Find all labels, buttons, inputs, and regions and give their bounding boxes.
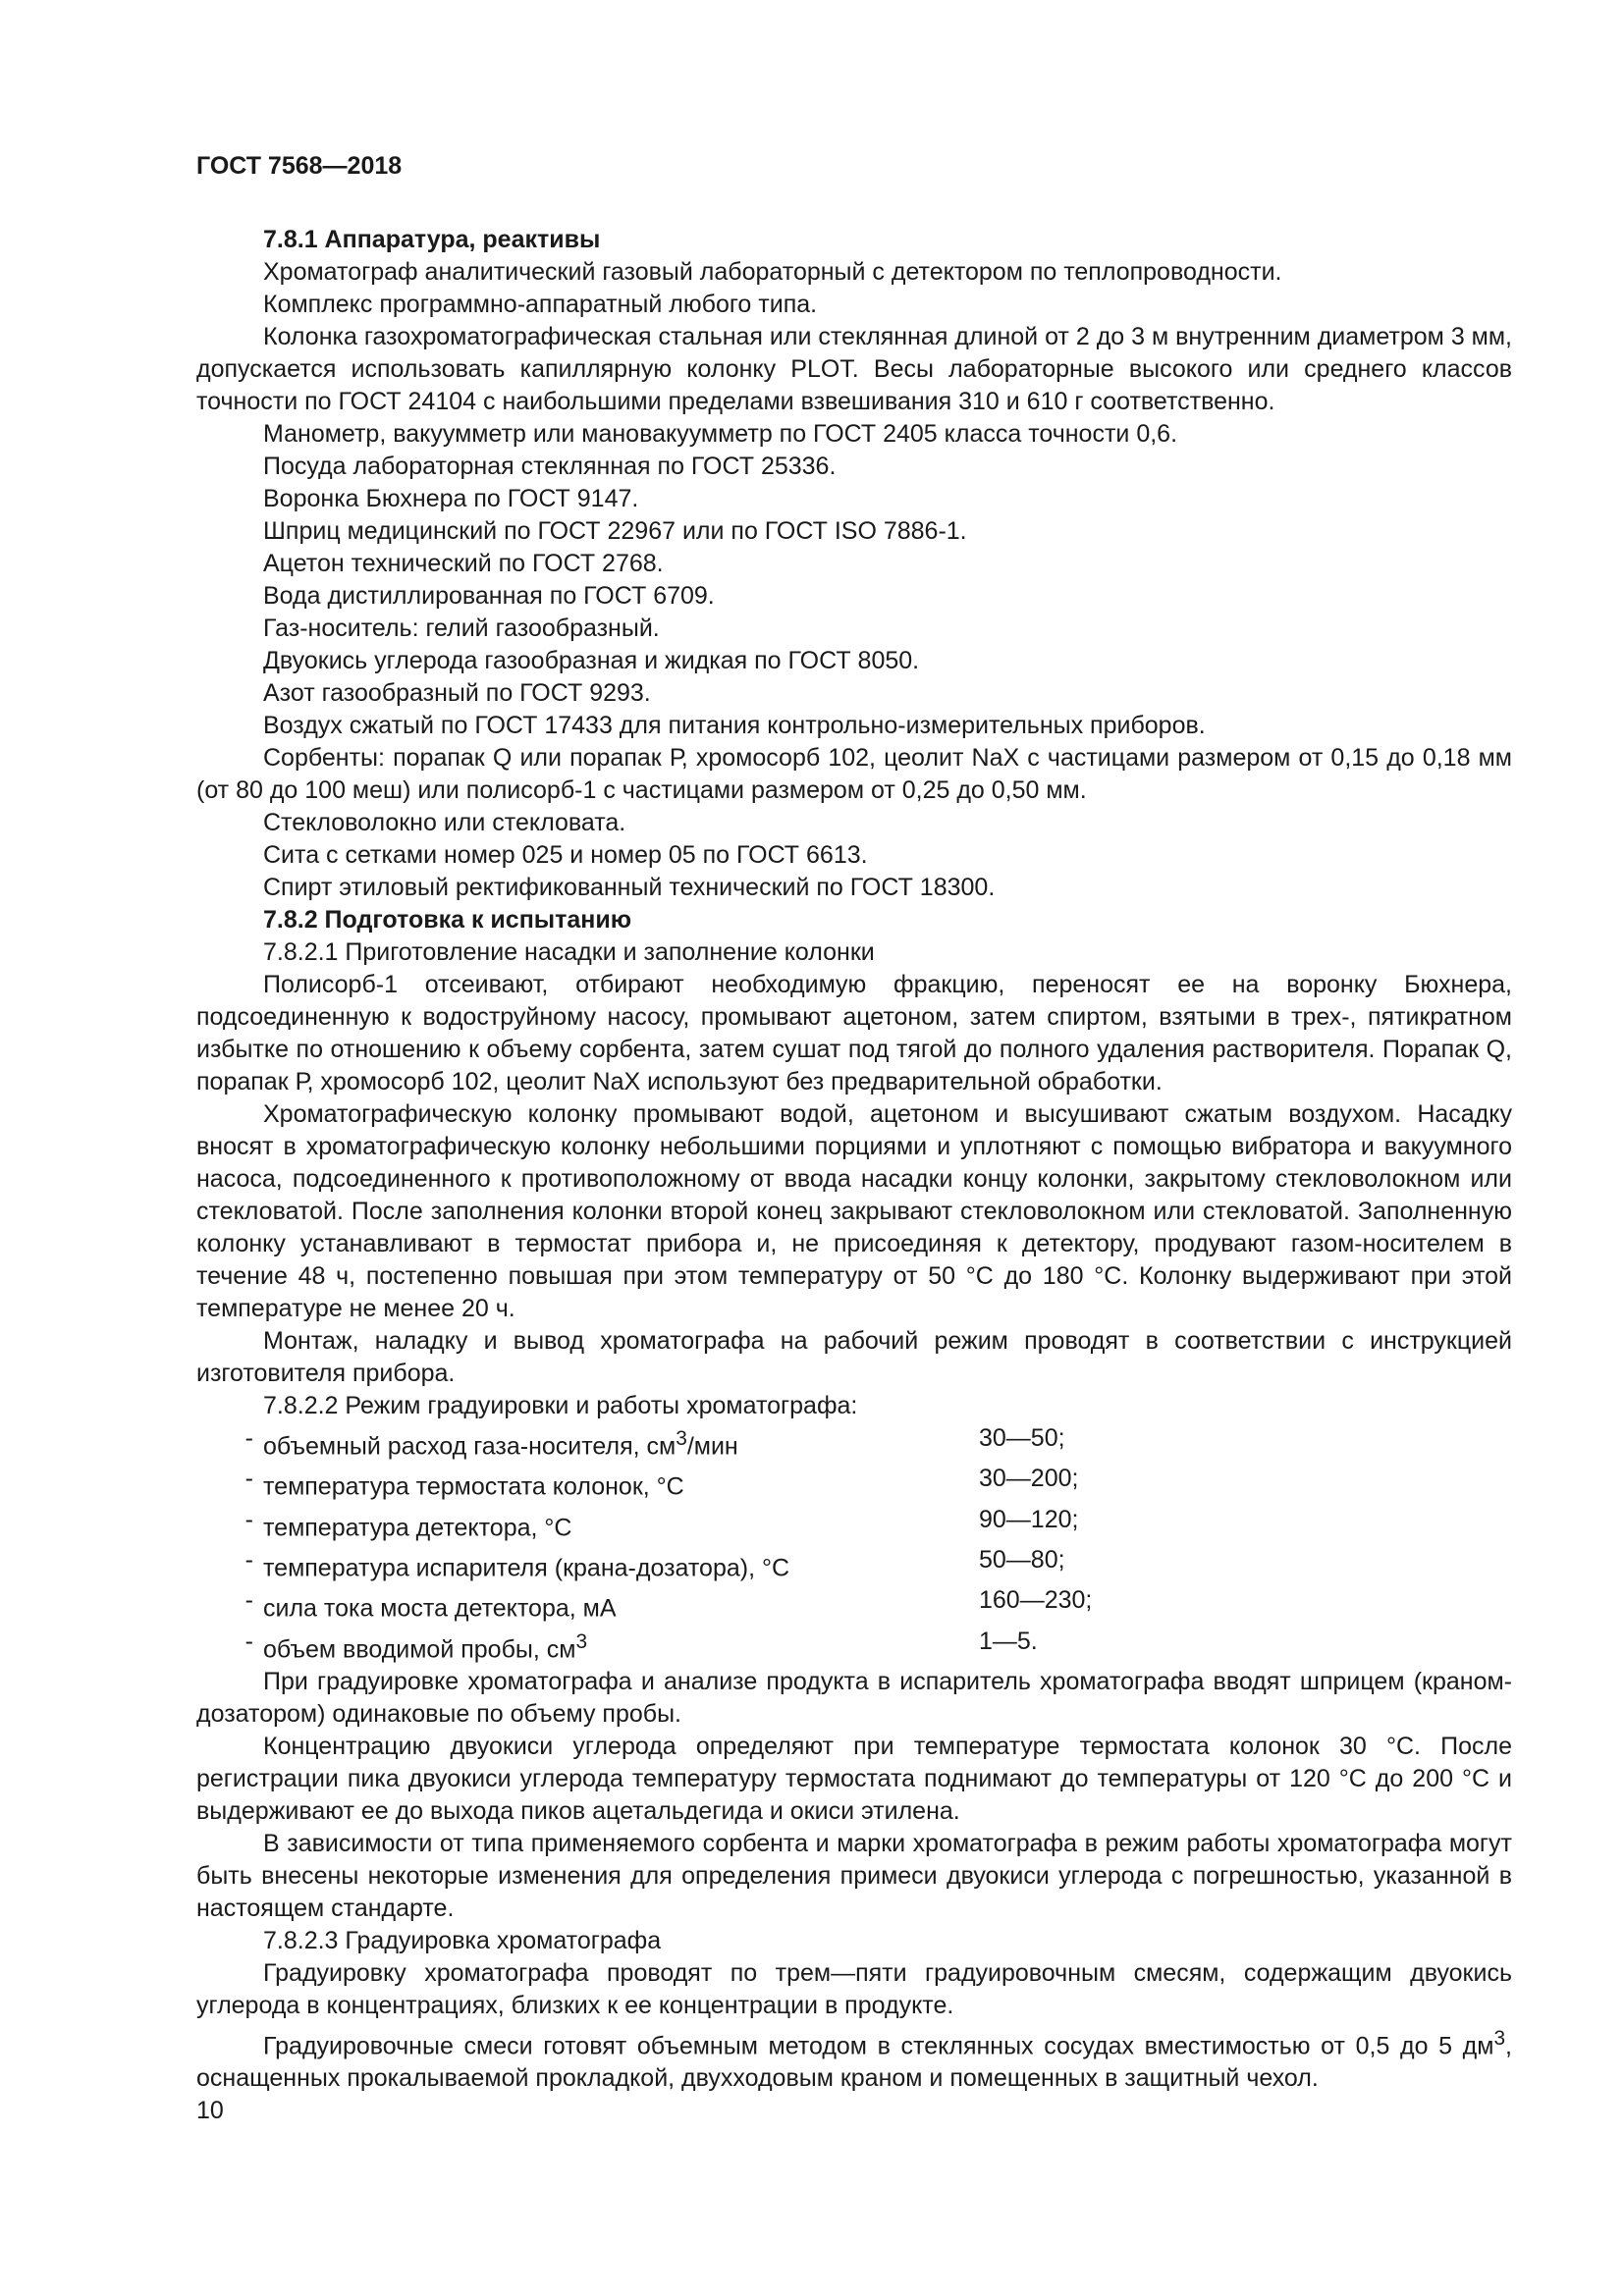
paragraph: Полисорб-1 отсеивают, отбирают необходимую фракцию, переносят ее на воронку Бюхнера, подсоединенную к водоструйному насосу, промывают ацетоном, затем спиртом, взятыми в трех-, пятикратном избытке по отношению к объему сорбента, затем сушат под тягой до полного удаления растворителя. Порапак Q, порапак Р, хромосорб 102, цеолит NaX используют без предварительной обработки. — [196, 971, 1512, 1095]
parameter-item — [196, 1422, 1512, 1463]
paragraph: Манометр, вакуумметр или мановакуумметр по ГОСТ 2405 класса точности 0,6. — [263, 420, 1178, 448]
paragraph: Хроматограф аналитический газовый лабораторный с детектором по теплопроводности. — [263, 258, 1282, 286]
list-dash: - — [244, 1505, 253, 1533]
list-dash: - — [244, 1627, 253, 1655]
parameter-item — [196, 1544, 1512, 1584]
parameter-name: сила тока моста детектора, мА — [263, 1594, 617, 1623]
paragraph: Воронка Бюхнера по ГОСТ 9147. — [263, 485, 639, 512]
document-body — [196, 224, 1512, 2095]
paragraph: Спирт этиловый ректификованный технический по ГОСТ 18300. — [263, 874, 996, 901]
parameter-value: 30—50; — [979, 1424, 1065, 1452]
list-dash: - — [244, 1424, 253, 1452]
page-number: 10 — [196, 2097, 224, 2124]
paragraph: Газ-носитель: гелий газообразный. — [263, 614, 660, 642]
parameter-list — [196, 1422, 1512, 1666]
subsection-title-7-8-2-3: 7.8.2.3 Градуировка хроматографа — [263, 1926, 662, 1954]
parameter-name: температура испарителя (крана-дозатора), °С — [263, 1554, 790, 1582]
paragraph: Вода дистиллированная по ГОСТ 6709. — [263, 582, 715, 610]
paragraph: Воздух сжатый по ГОСТ 17433 для питания контрольно-измерительных приборов. — [263, 712, 1206, 739]
paragraph: Азот газообразный по ГОСТ 9293. — [263, 679, 651, 707]
parameter-item — [196, 1626, 1512, 1666]
parameter-name: температура термостата колонок, °С — [263, 1472, 684, 1501]
parameter-name: температура детектора, °С — [263, 1513, 572, 1541]
paragraph: Двуокись углерода газообразная и жидкая по ГОСТ 8050. — [263, 647, 920, 674]
parameter-value: 30—200; — [979, 1465, 1079, 1493]
paragraph: Градуировочные смеси готовят объемным методом в стеклянных сосудах вместимостью от 0,5 до 5 $дм^3$, оснащенных прокалываемой прокладкой, двухходовым краном и помещенных в защитный чехол. — [196, 2026, 1512, 2093]
parameter-value: 50—80; — [979, 1545, 1065, 1574]
paragraph: Сита с сетками номер 025 и номер 05 по ГОСТ 6613. — [263, 841, 868, 869]
paragraph: Колонка газохроматографическая стальная или стеклянная длиной от 2 до 3 м внутренним диаметром 3 мм, допускается использовать капиллярную колонку PLOT. Весы лабораторные высокого или среднего классов точности по ГОСТ 24104 с наибольшими пределами взвешивания 310 и 610 г соответственно. — [196, 323, 1512, 415]
parameter-item — [196, 1584, 1512, 1625]
paragraph: Концентрацию двуокиси углерода определяют при температуре термостата колонок 30 °С. После регистрации пика двуокиси углерода температуру термостата поднимают до температуры от 120 °С до 200 °С и выдерживают ее до выхода пиков ацетальдегида и окиси этилена. — [196, 1732, 1512, 1825]
document-header: ГОСТ 7568—2018 — [196, 152, 403, 180]
parameter-item — [196, 1463, 1512, 1503]
paragraph: Градуировку хроматографа проводят по трем—пяти градуировочным смесям, содержащим двуокись углерода в концентрациях, близких к ее концентрации в продукте. — [196, 1958, 1512, 2019]
parameter-item — [196, 1504, 1512, 1544]
parameter-value: 1—5. — [979, 1627, 1038, 1655]
subsection-title-7-8-2-2: 7.8.2.2 Режим градуировки и работы хроматографа: — [263, 1392, 858, 1419]
parameter-value: 160—230; — [979, 1586, 1093, 1615]
paragraph: В зависимости от типа применяемого сорбента и марки хроматографа в режим работы хроматографа могут быть внесены некоторые изменения для определения примеси двуокиси углерода с погрешностью, указанной в настоящем стандарте. — [196, 1829, 1512, 1922]
paragraph: Хроматографическую колонку промывают водой, ацетоном и высушивают сжатым воздухом. Насадку вносят в хроматографическую колонку небольшими порциями и уплотняют с помощью вибратора и вакуумного насоса, подсоединенного к противоположному от ввода насадки концу колонки, закрытому стекловолокном или стекловатой. После заполнения колонки второй конец закрывают стекловолокном или стекловатой. Заполненную колонку устанавливают в термостат прибора и, не присоединяя к детектору, продувают газом-носителем в течение 48 ч, постепенно повышая при этом температуру от 50 °С до 180 °С. Колонку выдерживают при этой температуре не менее 20 ч. — [196, 1100, 1512, 1322]
paragraph: Шприц медицинский по ГОСТ 22967 или по ГОСТ ISO 7886-1. — [263, 517, 967, 545]
section-title-7-8-2: 7.8.2 Подготовка к испытанию — [263, 906, 632, 934]
paragraph: Посуда лабораторная стеклянная по ГОСТ 25336. — [263, 453, 837, 480]
parameter-value: 90—120; — [979, 1505, 1079, 1533]
paragraph: Комплекс программно-аппаратный любого типа. — [263, 291, 818, 318]
parameter-name: объем вводимой пробы, $см^3$ — [263, 1629, 588, 1663]
paragraph: Ацетон технический по ГОСТ 2768. — [263, 550, 664, 577]
section-title-7-8-1: 7.8.1 Аппаратура, реактивы — [263, 226, 601, 253]
paragraph: Стекловолокно или стекловата. — [263, 809, 626, 836]
subsection-title-7-8-2-1: 7.8.2.1 Приготовление насадки и заполнение колонки — [263, 938, 875, 966]
paragraph: При градуировке хроматографа и анализе продукта в испаритель хроматографа вводят шприцем (краном-дозатором) одинаковые по объему пробы. — [196, 1667, 1512, 1728]
list-dash: - — [244, 1465, 253, 1493]
list-dash: - — [244, 1545, 253, 1574]
paragraph: Монтаж, наладку и вывод хроматографа на рабочий режим проводят в соответствии с инструкцией изготовителя прибора. — [196, 1327, 1512, 1387]
parameter-name: объемный расход газа-носителя, $см^3$/мин — [263, 1427, 738, 1461]
list-dash: - — [244, 1586, 253, 1615]
paragraph: Сорбенты: порапак Q или порапак Р, хромосорб 102, цеолит NaX с частицами размером от 0,15 до 0,18 мм (от 80 до 100 меш) или полисорб-1 с частицами размером от 0,25 до 0,50 мм. — [196, 744, 1512, 804]
